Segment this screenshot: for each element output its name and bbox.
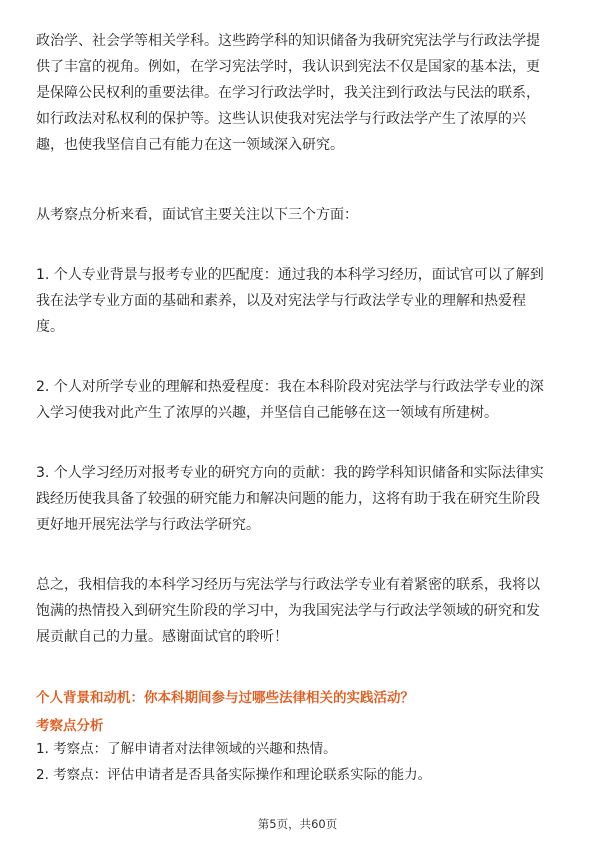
point-three-paragraph [36,460,562,538]
intro-paragraph [36,28,562,158]
text-line: 如行政法对私权利的保护等。这些认识使我对宪法学与行政法学产生了浓厚的兴 [36,111,526,127]
text-line: 2. 个人对所学专业的理解和热爱程度：我在本科阶段对宪法学与行政法学专业的深 [36,379,544,395]
text-line: 展贡献自己的力量。感谢面试官的聆听！ [36,629,288,645]
text-line: 度。 [36,319,64,335]
point-one-paragraph [36,262,562,340]
text-line: 入学习使我对此产生了浓厚的兴趣，并坚信自己能够在这一领域有所建树。 [36,405,498,421]
text-line: 总之，我相信我的本科学习经历与宪法学与行政法学专业有着紧密的联系，我将以 [36,577,540,593]
text-line: 供了丰富的视角。例如，在学习宪法学时，我认识到宪法不仅是国家的基本法，更 [36,59,540,75]
text-line: 政治学、社会学等相关学科。这些跨学科的知识储备为我研究宪法学与行政法学提 [36,33,540,49]
text-line: 饱满的热情投入到研究生阶段的学习中，为我国宪法学与行政法学领域的研究和发 [36,603,540,619]
list-item: 1. 考察点：了解申请者对法律领域的兴趣和热情。 [36,741,337,757]
text-line: 1. 个人专业背景与报考专业的匹配度：通过我的本科学习经历，面试官可以了解到 [36,267,544,283]
section-heading: 考察点分析 [36,718,104,734]
text-line: 从考察点分析来看，面试官主要关注以下三个方面： [36,207,358,223]
text-line: 3. 个人学习经历对报考专业的研究方向的贡献：我的跨学科知识储备和实际法律实 [36,465,544,481]
conclusion-paragraph [36,572,562,650]
analysis-intro-paragraph [36,202,562,228]
text-line: 我在法学专业方面的基础和素养，以及对宪法学与行政法学专业的理解和热爱程 [36,293,526,309]
assessment-points-list [36,736,431,788]
page-number: 第5页，共60页 [257,817,338,831]
text-line: 更好地开展宪法学与行政法学研究。 [36,517,260,533]
list-item: 2. 考察点：评估申请者是否具备实际操作和理论联系实际的能力。 [36,767,432,783]
text-line: 是保障公民权利的重要法律。在学习行政法学时，我关注到行政法与民法的联系， [36,85,540,101]
text-line: 趣，也使我坚信自己有能力在这一领域深入研究。 [36,137,344,153]
point-two-paragraph [36,374,562,426]
question-heading: 个人背景和动机：你本科期间参与过哪些法律相关的实践活动？ [36,690,414,706]
text-line: 践经历使我具备了较强的研究能力和解决问题的能力，这将有助于我在研究生阶段 [36,491,540,507]
